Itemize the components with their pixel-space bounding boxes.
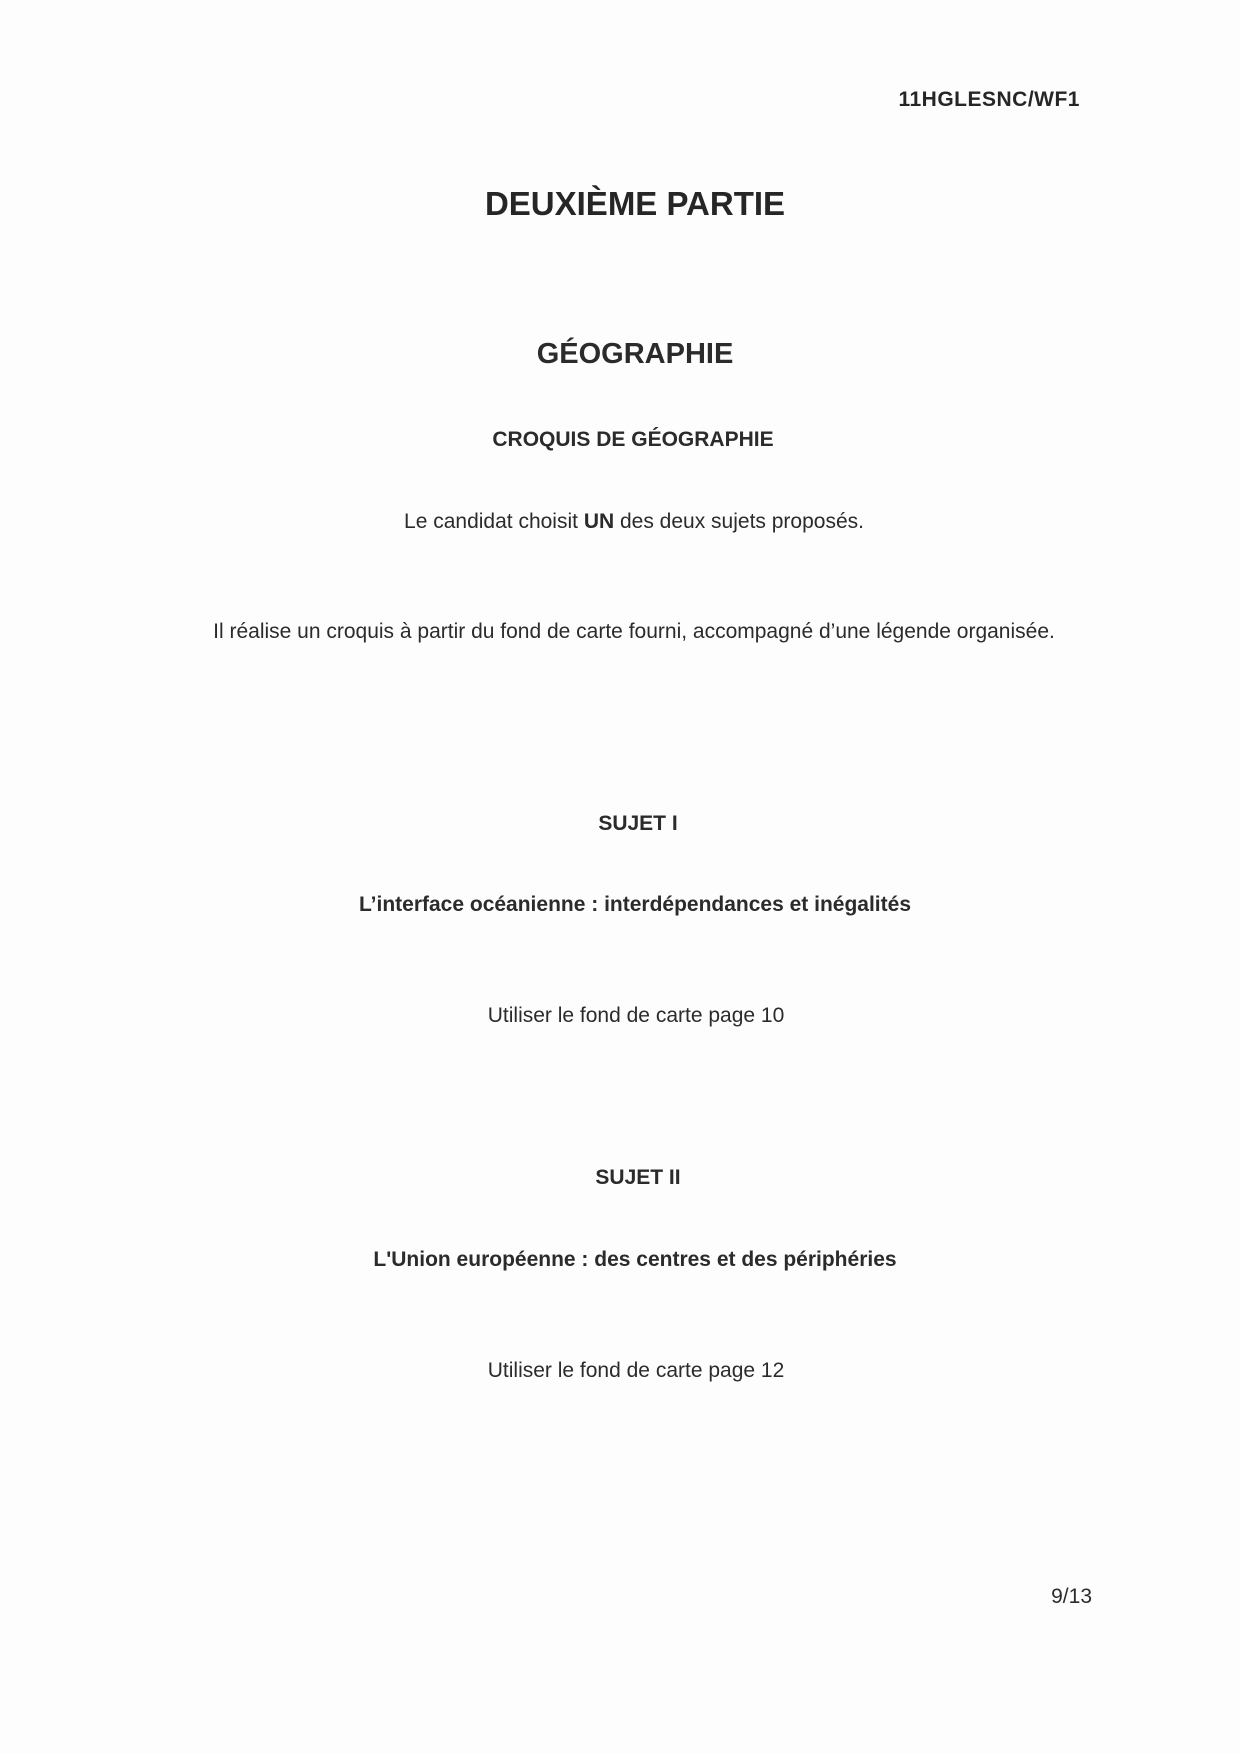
- sujet-2-label: SUJET II: [595, 1166, 681, 1189]
- sketch-instruction: Il réalise un croquis à partir du fond de carte fourni, accompagné d’une légende organisée.: [213, 620, 1055, 643]
- choice-instruction-emphasis: UN: [583, 510, 615, 533]
- choice-instruction: [0, 510, 1240, 534]
- sujet-1-theme: L’interface océanienne : interdépendances et inégalités: [358, 893, 911, 916]
- sujet-2-instruction: Utiliser le fond de carte page 12: [487, 1359, 785, 1382]
- page-number: 9/13: [1051, 1585, 1092, 1608]
- sujet-2-theme: L'Union européenne : des centres et des périphéries: [373, 1248, 897, 1271]
- choice-instruction-before: Le candidat choisit: [404, 510, 584, 533]
- exercise-title: CROQUIS DE GÉOGRAPHIE: [492, 428, 774, 451]
- sujet-1-label: SUJET I: [598, 812, 678, 835]
- part-title: DEUXIÈME PARTIE: [484, 185, 786, 222]
- sujet-1-instruction: Utiliser le fond de carte page 10: [487, 1004, 785, 1027]
- choice-instruction-after: des deux sujets proposés.: [614, 510, 864, 533]
- reference-code: 11HGLESNC/WF1: [898, 88, 1080, 111]
- subject-title: GÉOGRAPHIE: [536, 338, 734, 370]
